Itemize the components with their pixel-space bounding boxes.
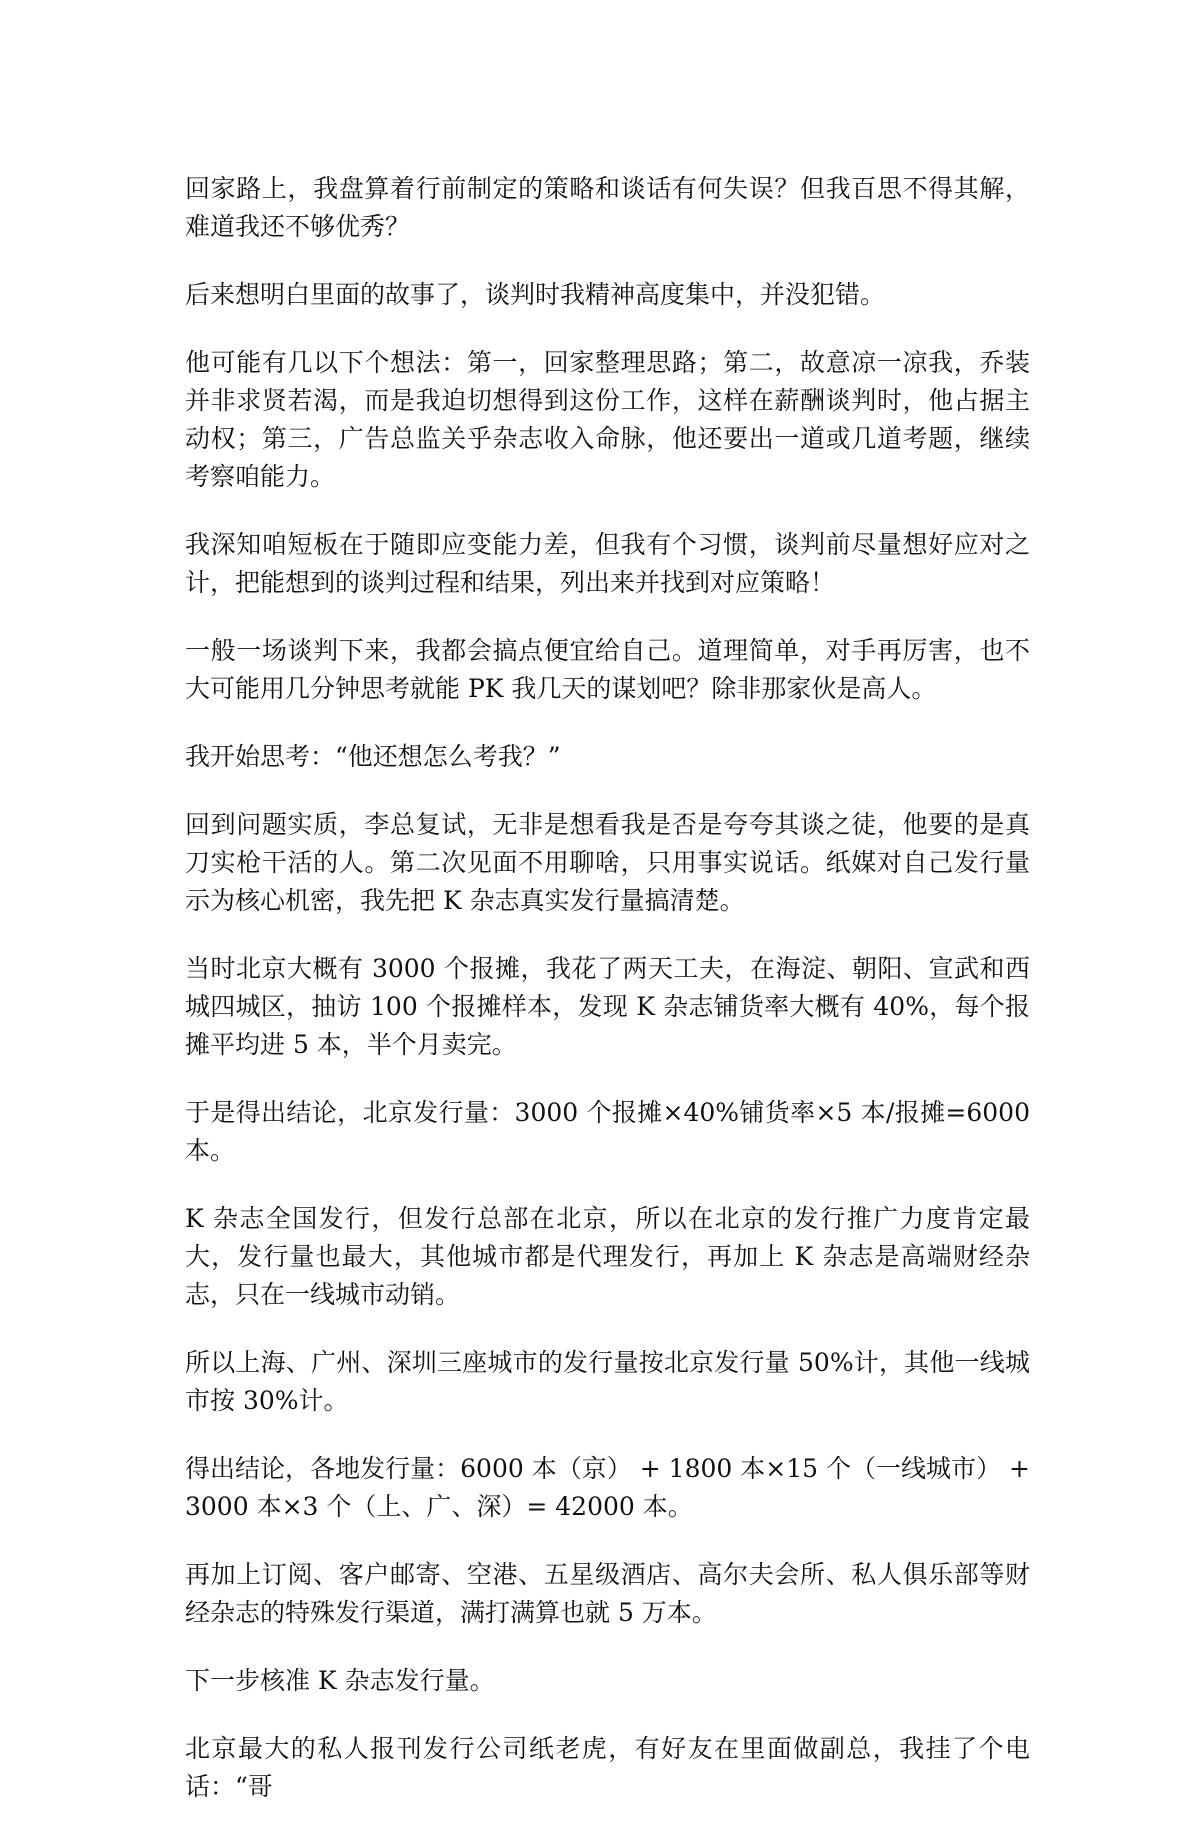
document-page (185, 170, 1030, 1836)
paragraph-4: 我深知咱短板在于随即应变能力差，但我有个习惯，谈判前尽量想好应对之计，把能想到的谈判过程和结果，列出来并找到对应策略！ (185, 530, 1030, 597)
paragraph-1: 回家路上，我盘算着行前制定的策略和谈话有何失误？但我百思不得其解，难道我还不够优秀？ (185, 174, 1030, 241)
paragraph-8: 当时北京大概有 3000 个报摊，我花了两天工夫，在海淀、朝阳、宣武和西城四城区，抽访 100 个报摊样本，发现 K 杂志铺货率大概有 40%，每个报摊平均进 5 本，半个月卖完。 (185, 954, 1030, 1059)
paragraph-12: 得出结论，各地发行量：6000 本（京） + 1800 本×15 个（一线城市） + 3000 本×3 个（上、广、深）= 42000 本。 (185, 1454, 1030, 1521)
paragraph-11: 所以上海、广州、深圳三座城市的发行量按北京发行量 50%计，其他一线城市按 30%计。 (185, 1348, 1030, 1415)
paragraph-14: 下一步核准 K 杂志发行量。 (185, 1666, 495, 1695)
paragraph-10: K 杂志全国发行，但发行总部在北京，所以在北京的发行推广力度肯定最大，发行量也最大，其他城市都是代理发行，再加上 K 杂志是高端财经杂志，只在一线城市动销。 (185, 1204, 1030, 1309)
paragraph-2: 后来想明白里面的故事了，谈判时我精神高度集中，并没犯错。 (185, 280, 886, 309)
paragraph-3: 他可能有几以下个想法：第一，回家整理思路；第二，故意凉一凉我，乔装并非求贤若渴，而是我迫切想得到这份工作，这样在薪酬谈判时，他占据主动权；第三，广告总监关乎杂志收入命脉，他还要出一道或几道考题，继续考察咱能力。 (185, 348, 1030, 491)
paragraph-15: 北京最大的私人报刊发行公司纸老虎，有好友在里面做副总，我挂了个电话：“哥 (185, 1734, 1030, 1801)
paragraph-5: 一般一场谈判下来，我都会搞点便宜给自己。道理简单，对手再厉害，也不大可能用几分钟思考就能 PK 我几天的谋划吧？除非那家伙是高人。 (185, 636, 1030, 703)
paragraph-13: 再加上订阅、客户邮寄、空港、五星级酒店、高尔夫会所、私人俱乐部等财经杂志的特殊发行渠道，满打满算也就 5 万本。 (185, 1560, 1030, 1627)
paragraph-6: 我开始思考：“他还想怎么考我？” (185, 742, 561, 771)
paragraph-7: 回到问题实质，李总复试，无非是想看我是否是夸夸其谈之徒，他要的是真刀实枪干活的人。第二次见面不用聊啥，只用事实说话。纸媒对自己发行量示为核心机密，我先把 K 杂志真实发行量搞清楚。 (185, 810, 1030, 915)
paragraph-9: 于是得出结论，北京发行量：3000 个报摊×40%铺货率×5 本/报摊=6000 本。 (185, 1098, 1030, 1165)
